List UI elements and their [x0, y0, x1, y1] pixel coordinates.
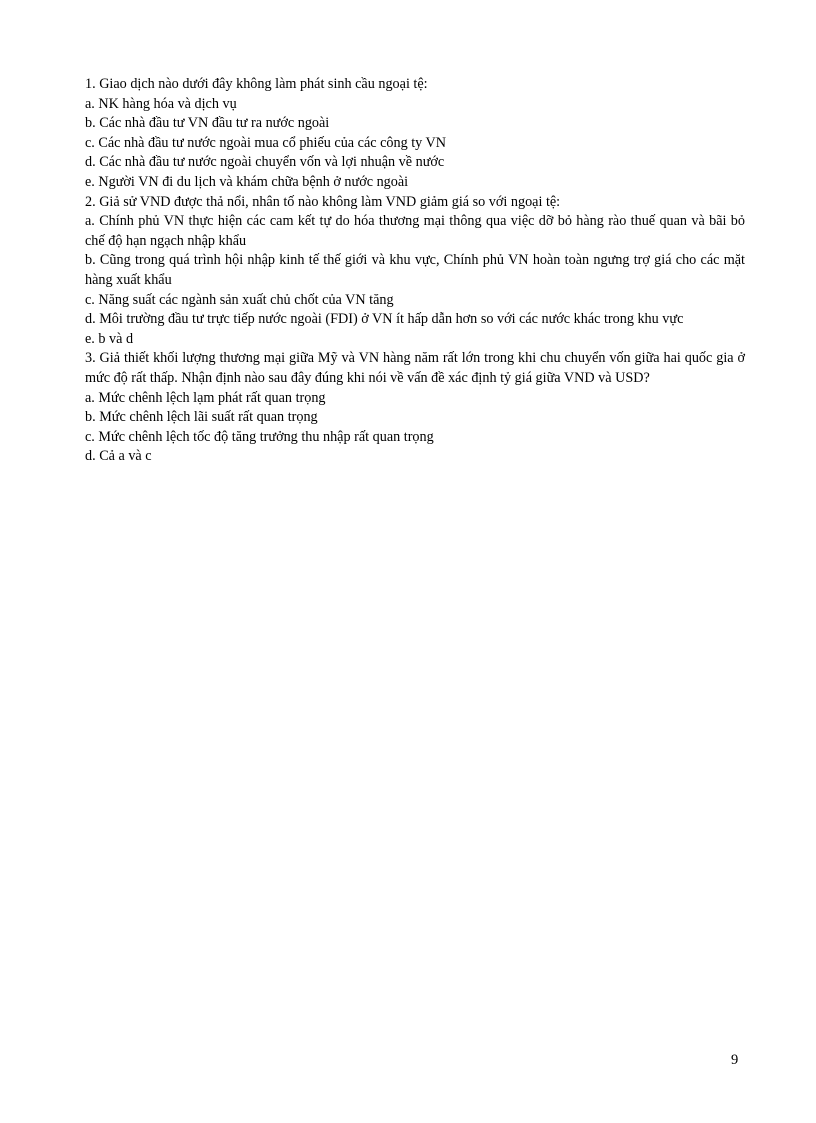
- question-1-stem: 1. Giao dịch nào dưới đây không làm phát sinh cầu ngoại tệ:: [85, 76, 428, 92]
- question-1-option-e: e. Người VN đi du lịch và khám chữa bệnh ở nước ngoài: [85, 173, 409, 190]
- document-body: [85, 75, 745, 467]
- question-1: [85, 75, 745, 193]
- question-3-option-d: d. Cả a và c: [85, 448, 152, 465]
- question-3-option-c: c. Mức chênh lệch tốc độ tăng trưởng thu nhập rất quan trọng: [85, 428, 434, 445]
- question-2-option-e: e. b và d: [85, 330, 134, 347]
- page-number: 9: [731, 1052, 739, 1068]
- question-2-option-d: d. Môi trường đầu tư trực tiếp nước ngoài (FDI) ở VN ít hấp dẫn hơn so với các nước khác trong khu vực: [85, 311, 684, 328]
- question-2-stem: 2. Giả sử VND được thả nổi, nhân tố nào không làm VND giảm giá so với ngoại tệ:: [85, 193, 561, 210]
- question-2-option-b: b. Cũng trong quá trình hội nhập kinh tế thế giới và khu vực, Chính phủ VN hoàn toàn ngưng trợ giá cho các mặt hàng xuất khẩu: [85, 252, 745, 288]
- question-2-option-a: a. Chính phủ VN thực hiện các cam kết tự do hóa thương mại thông qua việc dỡ bỏ hàng rào thuế quan và bãi bỏ chế độ hạn ngạch nhập khẩu: [85, 213, 745, 249]
- question-3: [85, 349, 745, 467]
- question-3-option-b: b. Mức chênh lệch lãi suất rất quan trọng: [85, 409, 318, 426]
- question-1-option-a: a. NK hàng hóa và dịch vụ: [85, 95, 237, 112]
- question-1-option-b: b. Các nhà đầu tư VN đầu tư ra nước ngoài: [85, 115, 330, 132]
- question-2-option-c: c. Năng suất các ngành sản xuất chủ chốt của VN tăng: [85, 291, 394, 308]
- question-1-option-d: d. Các nhà đầu tư nước ngoài chuyển vốn và lợi nhuận về nước: [85, 154, 445, 171]
- question-1-option-c: c. Các nhà đầu tư nước ngoài mua cổ phiếu của các công ty VN: [85, 134, 447, 151]
- question-3-stem: 3. Giả thiết khối lượng thương mại giữa Mỹ và VN hàng năm rất lớn trong khi chu chuyển vốn giữa hai quốc gia ở mức độ rất thấp. Nhận định nào sau đây đúng khi nói về vấn đề xác định tỷ giá giữa VND và USD?: [85, 350, 745, 386]
- question-2: [85, 193, 745, 350]
- question-3-option-a: a. Mức chênh lệch lạm phát rất quan trọng: [85, 389, 326, 406]
